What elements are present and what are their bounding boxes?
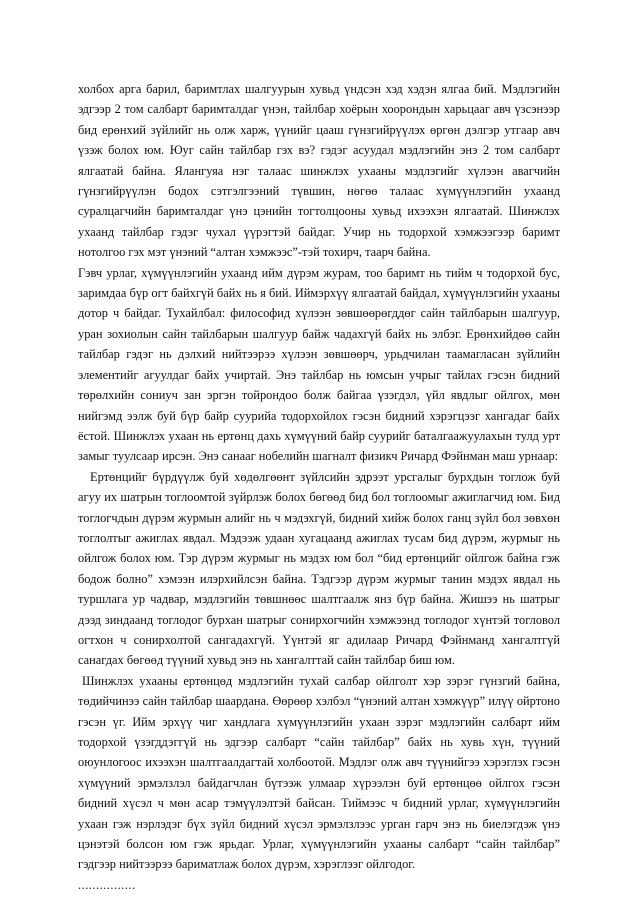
paragraph-1: холбох арга барил, баримтлах шалгуурын хувьд үндсэн хэд хэдэн ялгаа бий. Мэдлэгийн эдгээр 2 том салбарт баримталдаг үнэн, тайлбар хоёрын хоорондын харьцааг авч үзсэнээр бид ерөнхий зүйлийг нь олж харж, үүнийг цааш гүнзгийрүүлэх өргөн дэлгэр утгаар авч үзэж болох юм. Юуг сайн тайлбар гэх вэ? гэдэг асуудал мэдлэгийн энэ 2 том салбарт ялгаатай байна. Ялангуяа нэг талаас шинжлэх ухааны мэдлэгийг хүлээн авагчийн гүнзгийрүүлэн бодох сэтгэлгээний түвшин, нөгөө талаас хүмүүнлэгийн ухаанд суралцагчийн баримталдаг үнэ цэнийн тогтолцооны хувьд ихээхэн ялгаатай. Шинжлэх ухаанд тайлбар гэдэг чухал үүрэгтэй байдаг. Учир нь тодорхой хэмжээгээр баримт нотолгоо гэх мэт үнэний “алтан хэмжээс”-тэй тохирч, таарч байна. <box>78 82 560 260</box>
paragraph-2: Гэвч урлаг, хүмүүнлэгийн ухаанд ийм дүрэм журам, тоо баримт нь тийм ч тодорхой бус, заримдаа бүр огт байхгүй байх нь я бий. Иймэрхүү ялгаатай байдал, хүмүүнлэгийн ухааны дотор ч байдаг. Тухайлбал: философид хүлээн зөвшөөрөгддөг сайн тайлбарын шалгуур, уран зохиолын сайн тайлбарын шалгуур байж чадахгүй байх нь элбэг. Ерөнхийдөө сайн тайлбар гэдэг нь дэлхий нийтээрээ хүлээн зөвшөөрч, урьдчилан таамагласан зүйлийн элементийг агуулдаг байх учиртай. Энэ тайлбар нь юмсын учрыг тайлах гэсэн бидний төрөлхийн сониуч зан эргэн тойрондоо болж байгаа үзэгдэл, үйл явдлыг ойлгох, мөн нийгэмд ээлж буй бүр байр суурийа тодорхойлох гэсэн бидний хэрэгцээг хангадаг байх ёстой. Шинжлэх ухаан нь ертөнц дахь хүмүүний байр суурийг баталгаажуулахын тулд урт замыг туулсаар ирсэн. Энэ санааг нобелийн шагналт физикч Ричард Фэйнман маш урнаар: <box>78 265 560 464</box>
paragraph-3-quote: Ертөнцийг бүрдүүлж буй хөдөлгөөнт зүйлсийн эдрээт урсгалыг бурхдын тоглож буй агуу их шатрын тоглоомтой зүйрлэж болох бөгөөд бид бол тоглоомыг ажиглагчид юм. Бид тоглогчдын дүрэм журмын алийг нь ч мэдэхгүй, бидний хийж болох ганц зүйл бол зөвхөн тоглолтыг ажиглах явдал. Мэдээж удаан хугацаанд ажиглах тусам бид дүрэм, журмыг нь ойлгож болох юм. Тэр дүрэм журмыг нь мэдэх юм бол “бид ертөнцийг ойлгож байна гэж бодож болно” хэмээн илэрхийлсэн байна. Тэдгээр дүрэм журмыг танин мэдэх явдал нь туршлага ур чадвар, мэдлэгийн төвшнөөс шалтгаалж янз бүр байна. Жишээ нь шатрыг дээд зиндаанд тоглодог бурхан шатрыг сонирхогчийн хэмжээнд тоглодог хүнтэй тогловол огтхон ч сонирхолтой сангадахгүй. Үүнтэй яг адилаар Ричард Фэйнманд хангалтгүй санагдах бөгөөд түүний хувьд энэ нь хангалттай сайн тайлбар биш юм. <box>78 469 560 668</box>
paragraph-4: Шинжлэх ухааны ертөнцөд мэдлэгийн тухай салбар ойлголт хэр зэрэг гүнзгий байна, төдийчинээ сайн тайлбар шаардана. Өөрөөр хэлбэл “үнэний алтан хэмжүүр” илүү ойртоно гэсэн үг. Ийм эрхүү чиг хандлага хүмүүнлэгийн ухаан зэрэг мэдлэгийн салбарт ийм тодорхой үзэгддэггүй нь эдгээр салбарт “сайн тайлбар” байх нь хувь хүн, түүний оюунлогоос ихээхэн шалтгаалдагтай холбоотой. Мэдлэг олж авч түүнийгээ хэрэглэх гэсэн хүмүүний эрмэлзлэл байдагчлан бүтээж улмаар хүрээлэн буй ертөнцөө ойлгох гэсэн бидний хүсэл ч мөн асар тэмүүлэлтэй байсан. Тиймээс ч бидний урлаг, хүмүүнлэгийн ухаан гэж нэрлэдэг бүх зүйл бидний хүсэл эрмэлзлээс урган гарч энэ нь биелэгдэж үнэ цэнэтэй болсон юм гэж ярьдаг. Урлаг, хүмүүнлэгийн ухааны салбарт “сайн тайлбар” гэдгээр нийтээрээ бариматлаж болох дүрэм, хэрэглээг ойлгодог. <box>78 673 560 872</box>
document-page <box>78 79 560 895</box>
continuation-ellipsis: ................ <box>78 877 136 892</box>
